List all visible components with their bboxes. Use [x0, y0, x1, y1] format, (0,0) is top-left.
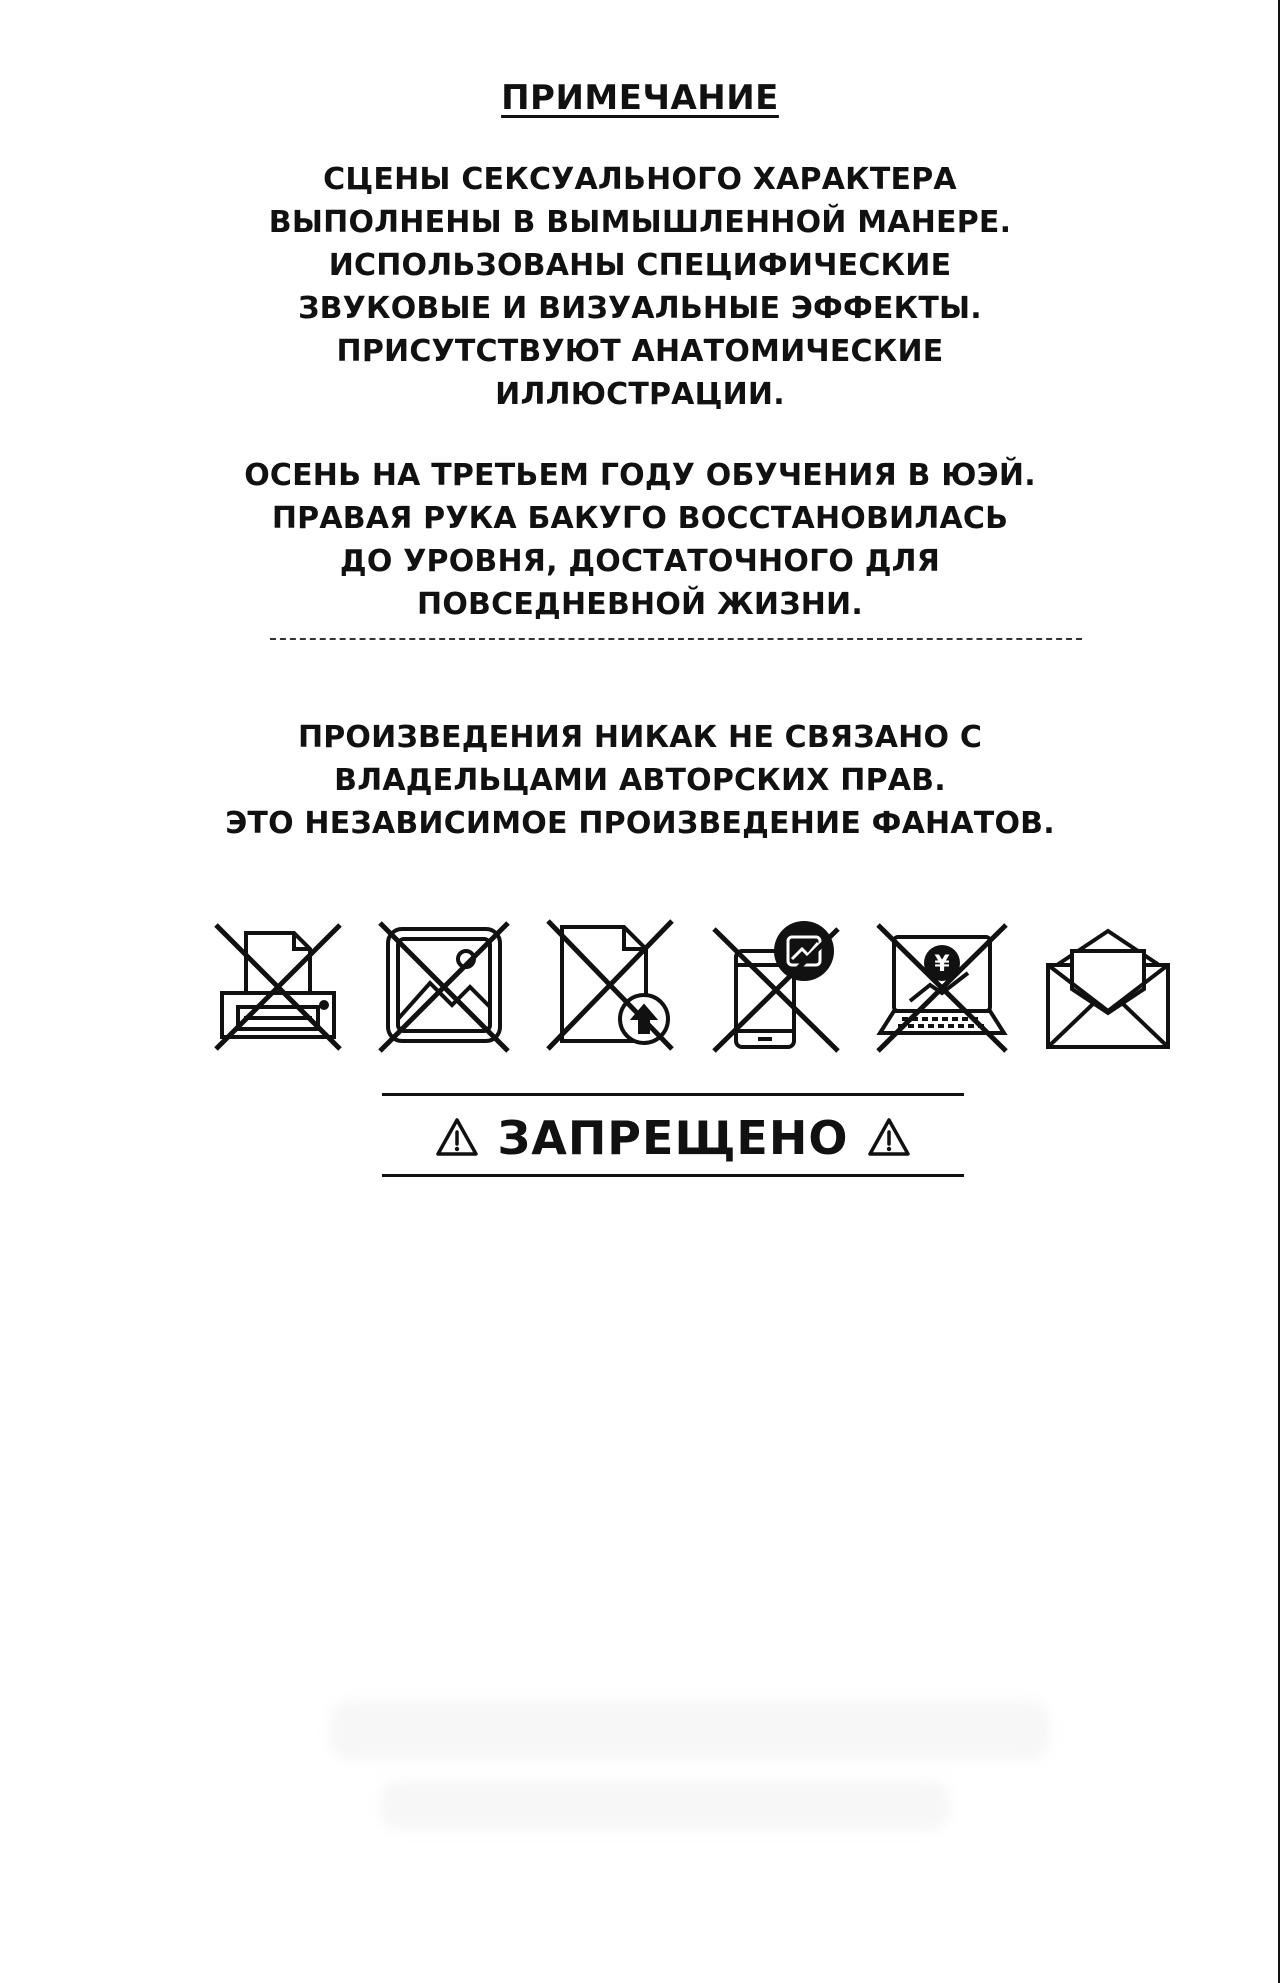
image-icon	[374, 915, 514, 1055]
paragraph-line: СЦЕНЫ СЕКСУАЛЬНОГО ХАРАКТЕРА	[323, 162, 957, 197]
page-title: ПРИМЕЧАНИЕ	[501, 78, 779, 118]
disclaimer-line: ЭТО НЕЗАВИСИМОЕ ПРОИЗВЕДЕНИЕ ФАНАТОВ.	[225, 806, 1055, 841]
faint-smudge	[380, 1780, 950, 1830]
file-upload-icon	[540, 915, 680, 1055]
envelope-icon	[1038, 915, 1178, 1055]
paragraph-line: ПРАВАЯ РУКА БАКУГО ВОССТАНОВИЛАСЬ	[271, 501, 1009, 536]
paragraph-line: ИСПОЛЬЗОВАНЫ СПЕЦИФИЧЕСКИЕ	[328, 248, 952, 283]
prohibited-actions-icons	[208, 910, 1178, 1060]
svg-text:¥: ¥	[934, 952, 950, 977]
paragraph-line: ВЫПОЛНЕНЫ В ВЫМЫШЛЕННОЙ МАНЕРЕ.	[268, 205, 1012, 240]
disclaimer-line: ВЛАДЕЛЬЦАМИ АВТОРСКИХ ПРАВ.	[334, 763, 946, 798]
paragraph-line: ИЛЛЮСТРАЦИИ.	[495, 377, 785, 412]
setting-paragraph	[0, 454, 1280, 626]
forbidden-label: ЗАПРЕЩЕНО	[497, 1111, 849, 1165]
warning-icon	[866, 1115, 912, 1161]
forbidden-banner	[382, 1108, 964, 1168]
paragraph-line: ДО УРОВНЯ, ДОСТАТОЧНОГО ДЛЯ	[339, 544, 941, 579]
content-note-paragraph	[0, 158, 1280, 416]
paragraph-line: ПОВСЕДНЕВНОЙ ЖИЗНИ.	[417, 587, 863, 622]
warning-icon	[434, 1115, 480, 1161]
disclaimer-line: ПРОИЗВЕДЕНИЯ НИКАК НЕ СВЯЗАНО С	[297, 720, 983, 755]
disclaimer-paragraph	[0, 716, 1280, 845]
faint-smudge	[330, 1700, 1050, 1760]
forbidden-rule-bottom	[382, 1174, 964, 1177]
forbidden-rule-top	[382, 1093, 964, 1096]
dashed-divider	[270, 638, 1082, 640]
paragraph-line: ПРИСУТСТВУЮТ АНАТОМИЧЕСКИЕ	[336, 334, 944, 369]
paragraph-line: ОСЕНЬ НА ТРЕТЬЕМ ГОДУ ОБУЧЕНИЯ В ЮЭЙ.	[244, 458, 1036, 493]
paragraph-line: ЗВУКОВЫЕ И ВИЗУАЛЬНЫЕ ЭФФЕКТЫ.	[298, 291, 982, 326]
phone-share-icon	[706, 915, 846, 1055]
printer-icon	[208, 915, 348, 1055]
laptop-yen-icon	[872, 915, 1012, 1055]
